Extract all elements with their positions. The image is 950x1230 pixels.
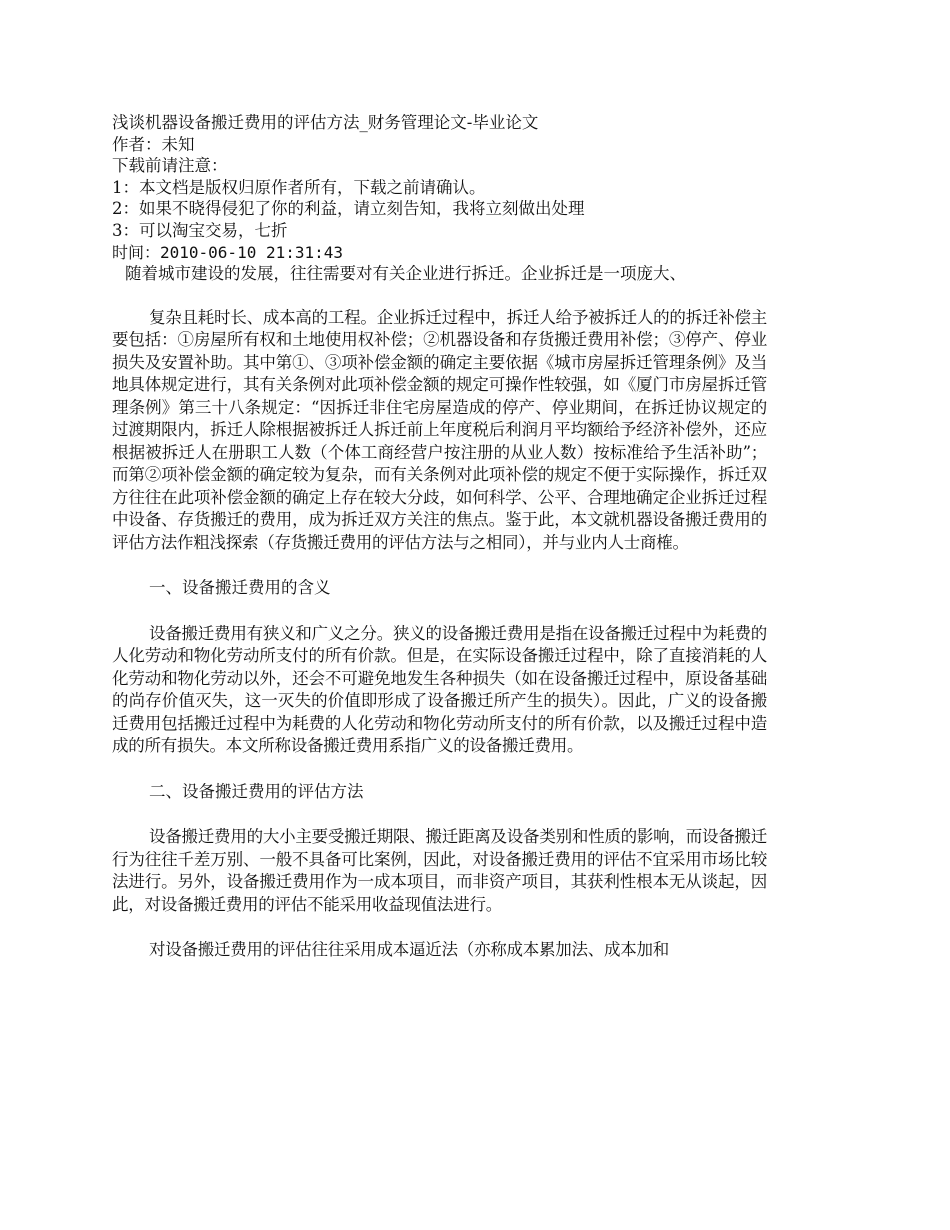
publish-time: 时间：2010-06-10 21:31:43 (112, 242, 344, 262)
spacer (112, 554, 767, 577)
author-line: 作者：未知 (112, 134, 195, 154)
notice-item-2: 2：如果不晓得侵犯了你的利益，请立刻告知，我将立刻做出处理 (112, 199, 585, 219)
body-paragraph: 设备搬迁费用有狭义和广义之分。狭义的设备搬迁费用是指在设备搬迁过程中为耗费的人化劳动和物化劳动所支付的所有价款。但是，在实际设备搬迁过程中，除了直接消耗的人化劳动和物化劳动以外，还会不可避免地发生各种损失（如在设备搬迁过程中，原设备基础的尚存价值灭失，这一灭失的价值即形成了设备搬迁所产生的损失）。因此，广义的设备搬迁费用包括搬迁过程中为耗费的人化劳动和物化劳动所支付的所有价款，以及搬迁过程中造成的所有损失。本文所称设备搬迁费用系指广义的设备搬迁费用。 (112, 623, 767, 756)
spacer (112, 600, 767, 623)
body-paragraph: 对设备搬迁费用的评估往往采用成本逼近法（亦称成本累加法、成本加和 (149, 940, 669, 960)
spacer (112, 758, 767, 781)
section-heading: 一、设备搬迁费用的含义 (149, 578, 331, 598)
body-paragraph: 复杂且耗时长、成本高的工程。企业拆迁过程中，拆迁人给予被拆迁人的的拆迁补偿主要包括：①房屋所有权和土地使用权补偿；②机器设备和存货搬迁费用补偿；③停产、停业损失及安置补助。其中第①、③项补偿金额的确定主要依据《城市房屋拆迁管理条例》及当地具体规定进行，其有关条例对此项补偿金额的规定可操作性较强，如《厦门市房屋拆迁管理条例》第三十八条规定：“因拆迁非住宅房屋造成的停产、停业期间，在拆迁协议规定的过渡期限内，拆迁人除根据被拆迁人拆迁前上年度税后利润月平均额给予经济补偿外，还应根据被拆迁人在册职工人数（个体工商经营户按注册的从业人数）按标准给予生活补助”；而第②项补偿金额的确定较为复杂，而有关条例对此项补偿的规定不便于实际操作，拆迁双方往往在此项补偿金额的确定上存在较大分歧，如何科学、公平、合理地确定企业拆迁过程中设备、存货搬迁的费用，成为拆迁双方关注的焦点。鉴于此，本文就机器设备搬迁费用的评估方法作粗浅探索（存货搬迁费用的评估方法与之相同），并与业内人士商榷。 (112, 307, 767, 552)
notice-item-3: 3：可以淘宝交易，七折 (112, 220, 288, 240)
section-heading: 二、设备搬迁费用的评估方法 (149, 781, 364, 801)
spacer (112, 285, 767, 307)
notice-item-1: 1：本文档是版权归原作者所有，下载之前请确认。 (112, 177, 486, 197)
spacer (112, 916, 767, 939)
download-notice-label: 下载前请注意： (112, 156, 228, 176)
spacer (112, 803, 767, 826)
intro-line: 随着城市建设的发展，往往需要对有关企业进行拆迁。企业拆迁是一项庞大、 (125, 264, 686, 284)
document-page (112, 112, 767, 962)
body-paragraph: 设备搬迁费用的大小主要受搬迁期限、搬迁距离及设备类别和性质的影响，而设备搬迁行为往往千差万别、一般不具备可比案例，因此，对设备搬迁费用的评估不宜采用市场比较法进行。另外，设备搬迁费用作为一成本项目，而非资产项目，其获利性根本无从谈起，因此，对设备搬迁费用的评估不能采用收益现值法进行。 (112, 827, 767, 914)
document-title: 浅谈机器设备搬迁费用的评估方法_财务管理论文-毕业论文 (112, 113, 539, 132)
